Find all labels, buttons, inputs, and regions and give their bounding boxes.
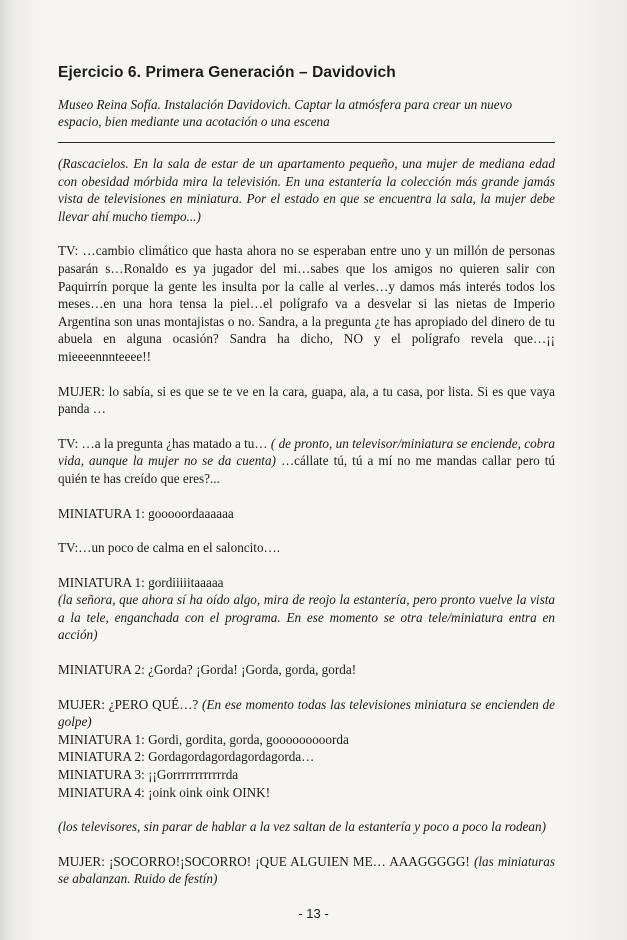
exercise-title: Ejercicio 6. Primera Generación – Davidovich <box>58 64 396 81</box>
stage-direction-opening: (Rascacielos. En la sala de estar de un apartamento pequeño, una mujer de mediana edad con obesidad mórbida mira la televisión. En una estantería la colección más grande jamás vista de televisiones en miniatura. Por el estado en que se encuentra la sala, la mujer debe llevar ahí mucho tiempo...) <box>58 156 555 224</box>
dialogue-miniatura-4: MINIATURA 4: ¡oink oink oink OINK! <box>58 784 271 800</box>
dialogue-mujer-1: MUJER: lo sabía, si es que se te ve en la cara, guapa, ala, a tu casa, por lista. Si es que vaya panda … <box>58 383 555 417</box>
dialogue-miniatura-1b: MINIATURA 1: gordiiiiitaaaaa <box>58 574 224 590</box>
stage-direction-inline-3: (las miniaturas se abalanzan. Ruido de festín) <box>58 853 556 887</box>
dialogue-mujer-2-text: MUJER: ¿PERO QUÉ…? <box>58 696 203 712</box>
dialogue-chorus-group <box>58 696 555 802</box>
stage-direction-3: (los televisores, sin parar de hablar a la vez saltan de la estantería y poco a poco la rodean) <box>58 819 546 835</box>
stage-direction-inline-1: ( de pronto, un televisor/miniatura se enciende, cobra vida, aunque la mujer no se da cuenta) <box>58 435 555 469</box>
stage-direction-2: (la señora, que ahora sí ha oído algo, mira de reojo la estantería, pero pronto vuelve la vista a la tele, enganchada con el programa. En ese momento se otra tele/miniatura entra en acción) <box>58 592 555 643</box>
dialogue-tv-3: TV:…un poco de calma en el saloncito…. <box>58 540 281 556</box>
page-content <box>58 64 555 888</box>
dialogue-miniatura-1a: MINIATURA 1: gooooordaaaaaa <box>58 505 234 521</box>
exercise-subtitle: Museo Reina Sofía. Instalación Davidovich. Captar la atmósfera para crear un nuevo espacio, bien mediante una acotación o una escena <box>58 97 513 129</box>
dialogue-mujer-2 <box>58 696 555 731</box>
dialogue-tv-1: TV: …cambio climático que hasta ahora no se esperaban entre uno y un millón de personas pasarán s…Ronaldo es ya jugador del mi…sabes que los amigos no quieren salir con Paquirrín porque la gente les insulta por la calle al verles…y damos más interés todos los meses…en una hora tensa la piel…el polígrafo va a desvelar si las nietas de Imperio Argentina son unas montajistas o no. Sandra, a la pregunta ¿te has apropiado del dinero de tu abuela en alguna ocasión? Sandra ha dicho, NO y el polígrafo revela que…¡¡ mieeeennnteeee!! <box>58 243 555 364</box>
dialogue-mujer-3-text: MUJER: ¡SOCORRO!¡SOCORRO! ¡QUE ALGUIEN ME… AAAGGGGG! <box>58 853 474 869</box>
dialogue-miniatura-1b-group <box>58 574 555 644</box>
dialogue-miniatura-3: MINIATURA 3: ¡¡Gorrrrrrrrrrrrda <box>58 767 239 783</box>
dialogue-tv-2-text-b: …cállate tú, tú a mí no me mandas callar pero tú quién te has creído que eres?... <box>58 453 555 486</box>
dialogue-miniatura-2a: MINIATURA 2: ¿Gorda? ¡Gorda! ¡Gorda, gorda, gorda! <box>58 662 357 678</box>
dialogue-miniatura-2b: MINIATURA 2: Gordagordagordagordagorda… <box>58 749 315 765</box>
stage-direction-inline-2: (En ese momento todas las televisiones miniatura se encienden de golpe) <box>58 696 555 730</box>
dialogue-mujer-3 <box>58 853 555 888</box>
divider-line <box>58 142 555 143</box>
dialogue-tv-2-text-a: TV: …a la pregunta ¿has matado a tu… <box>58 435 271 451</box>
dialogue-tv-2 <box>58 435 555 488</box>
page-number: - 13 - <box>298 906 329 921</box>
dialogue-miniatura-1c: MINIATURA 1: Gordi, gordita, gorda, gooooooooorda <box>58 731 349 747</box>
